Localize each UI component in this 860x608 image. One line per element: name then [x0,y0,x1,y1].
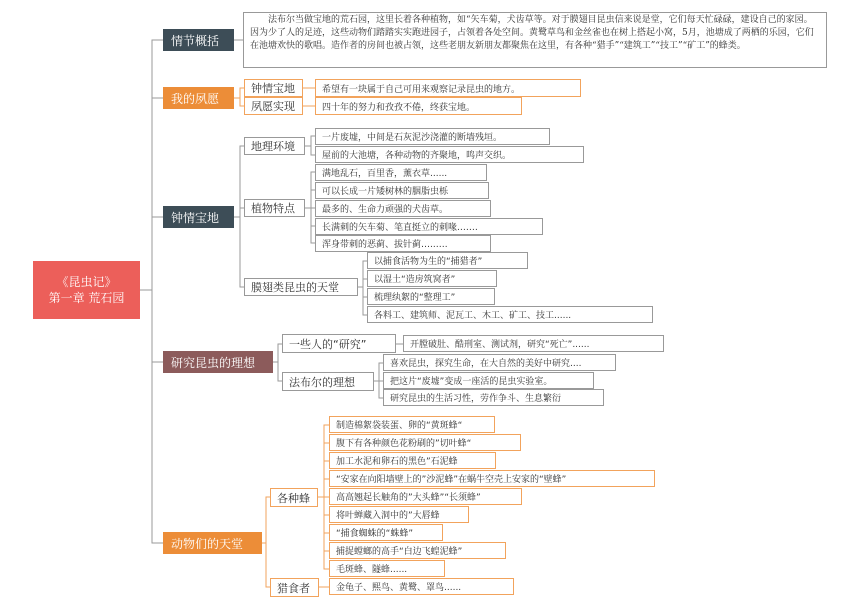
wish-fulfilled[interactable]: 夙愿实现 [244,97,303,115]
bee-leaf-2: 腹下有各种颜色花粉刷的”切叶蜂“ [329,434,521,451]
root-subtitle: 第一章 荒石园 [48,291,125,305]
bee-leaf-1: 制造棉絮袋装蛋、卵的“黄斑蜂“ [329,416,495,433]
plant-leaf-3: 最多的、生命力顽强的犬齿草。 [315,200,491,217]
place-plant-features[interactable]: 植物特点 [244,199,305,217]
wish-leaf-2: 四十年的努力和孜孜不倦，终获宝地。 [315,97,522,115]
root-node[interactable] [33,261,140,319]
insect-leaf-1: 以捕食活物为生的“捕猎者” [367,252,528,269]
root-title: 《昆虫记》 [56,275,117,289]
bee-leaf-6: 将叶蝉藏入洞中的”大唇蜂 [329,506,469,523]
insect-leaf-3: 梳理纨絮的“整理工” [367,288,495,305]
research-fabre-leaf-3: 研究昆虫的生活习性，劳作争斗、生息繁衍 [383,389,604,406]
bee-leaf-9: 毛斑蜂、隧蜂...... [329,560,445,577]
bee-leaf-8: 捕捉螳螂的高手“白边飞蝗泥蜂” [329,542,506,559]
place-geography[interactable]: 地理环境 [244,137,305,155]
bee-leaf-5: 高高翘起长触角的”大头蜂”“长须蜂” [329,488,522,505]
bee-leaf-7: “捕食蜘蛛的“蛛蜂” [329,524,443,541]
research-fabre-leaf-2: 把这片“废墟”变成一座活的昆虫实验室。 [383,372,594,389]
research-others-leaf: 开膛破肚、酷刑室、测试剂，研究“死亡”...... [403,335,664,352]
plant-leaf-2: 可以长成一片矮树林的胭脂虫栎 [315,182,489,199]
topic-animal-heaven[interactable]: 动物们的天堂 [163,532,262,554]
place-insect-heaven[interactable]: 膜翅类昆虫的天堂 [244,278,358,296]
plant-leaf-5: 浑身带刺的恶蓟、拔针蓟…..…. [315,235,491,252]
plant-leaf-4: 长满刺的矢车菊、笔直挺立的刺喙.…… [315,218,543,235]
wish-beloved-place[interactable]: 钟情宝地 [244,79,303,97]
wish-leaf-1: 希望有一块属于自己可用来观察记录昆虫的地方。 [315,79,581,97]
research-fabre-leaf-1: 喜欢昆虫，探究生命，在大自然的美好中研究.... [383,354,616,371]
plot-summary-text: 法布尔当做宝地的荒石园，这里长着各种植物，如“矢车菊，犬齿草等。对于膜翅目昆虫信来说是堂，它们每天忙碌碌，建设自己的家园。因为少了人的足迹，这些动物们踏踏实实跑进园子，占领着各处空间。黄鹭草鸟和金丝雀也在树上搭起小窝，5月，池塘成了两栖的乐园，它们在池塘欢快的歌唱。造作者的房间也被占领，这些老朋友新朋友都聚焦在这里，有各种“猎手”“建筑工”“技工”“矿工”的蜂类。 [243,12,827,68]
heaven-bees[interactable]: 各种蜂 [270,488,318,507]
plant-leaf-1: 满地乱石，百里香，薰衣草...... [315,164,487,181]
bee-leaf-3: 加工水泥和卵石的黑色”石泥蜂 [329,452,496,469]
topic-research-ideal[interactable]: 研究昆虫的理想 [163,351,273,373]
insect-leaf-2: 以湿土“造房筑窝者” [367,270,497,287]
research-others[interactable]: 一些人的“研究” [282,334,396,353]
predator-leaf: 金龟子、熙鸟、黄鹭、罩鸟...... [329,578,514,595]
heaven-predators[interactable]: 猎食者 [270,578,319,597]
topic-plot-summary[interactable]: 情节概括 [163,29,234,51]
topic-beloved-place[interactable]: 钟情宝地 [163,206,234,228]
geo-leaf-2: 屋前的大池塘，各种动物的齐聚地，鸣声交织。 [315,146,584,163]
topic-my-wish[interactable]: 我的夙愿 [163,87,234,109]
bee-leaf-4: “安家在向阳墙壁上的”沙泥蜂”在蜗牛空壳上安家的“壁蜂” [329,470,655,487]
insect-leaf-4: 各料工、建筑师、泥瓦工、木工、矿工、技工...... [367,306,653,323]
geo-leaf-1: 一片废墟，中间是石灰泥沙浇灌的断墙残垣。 [315,128,550,145]
research-fabre-ideal[interactable]: 法布尔的理想 [282,372,374,391]
